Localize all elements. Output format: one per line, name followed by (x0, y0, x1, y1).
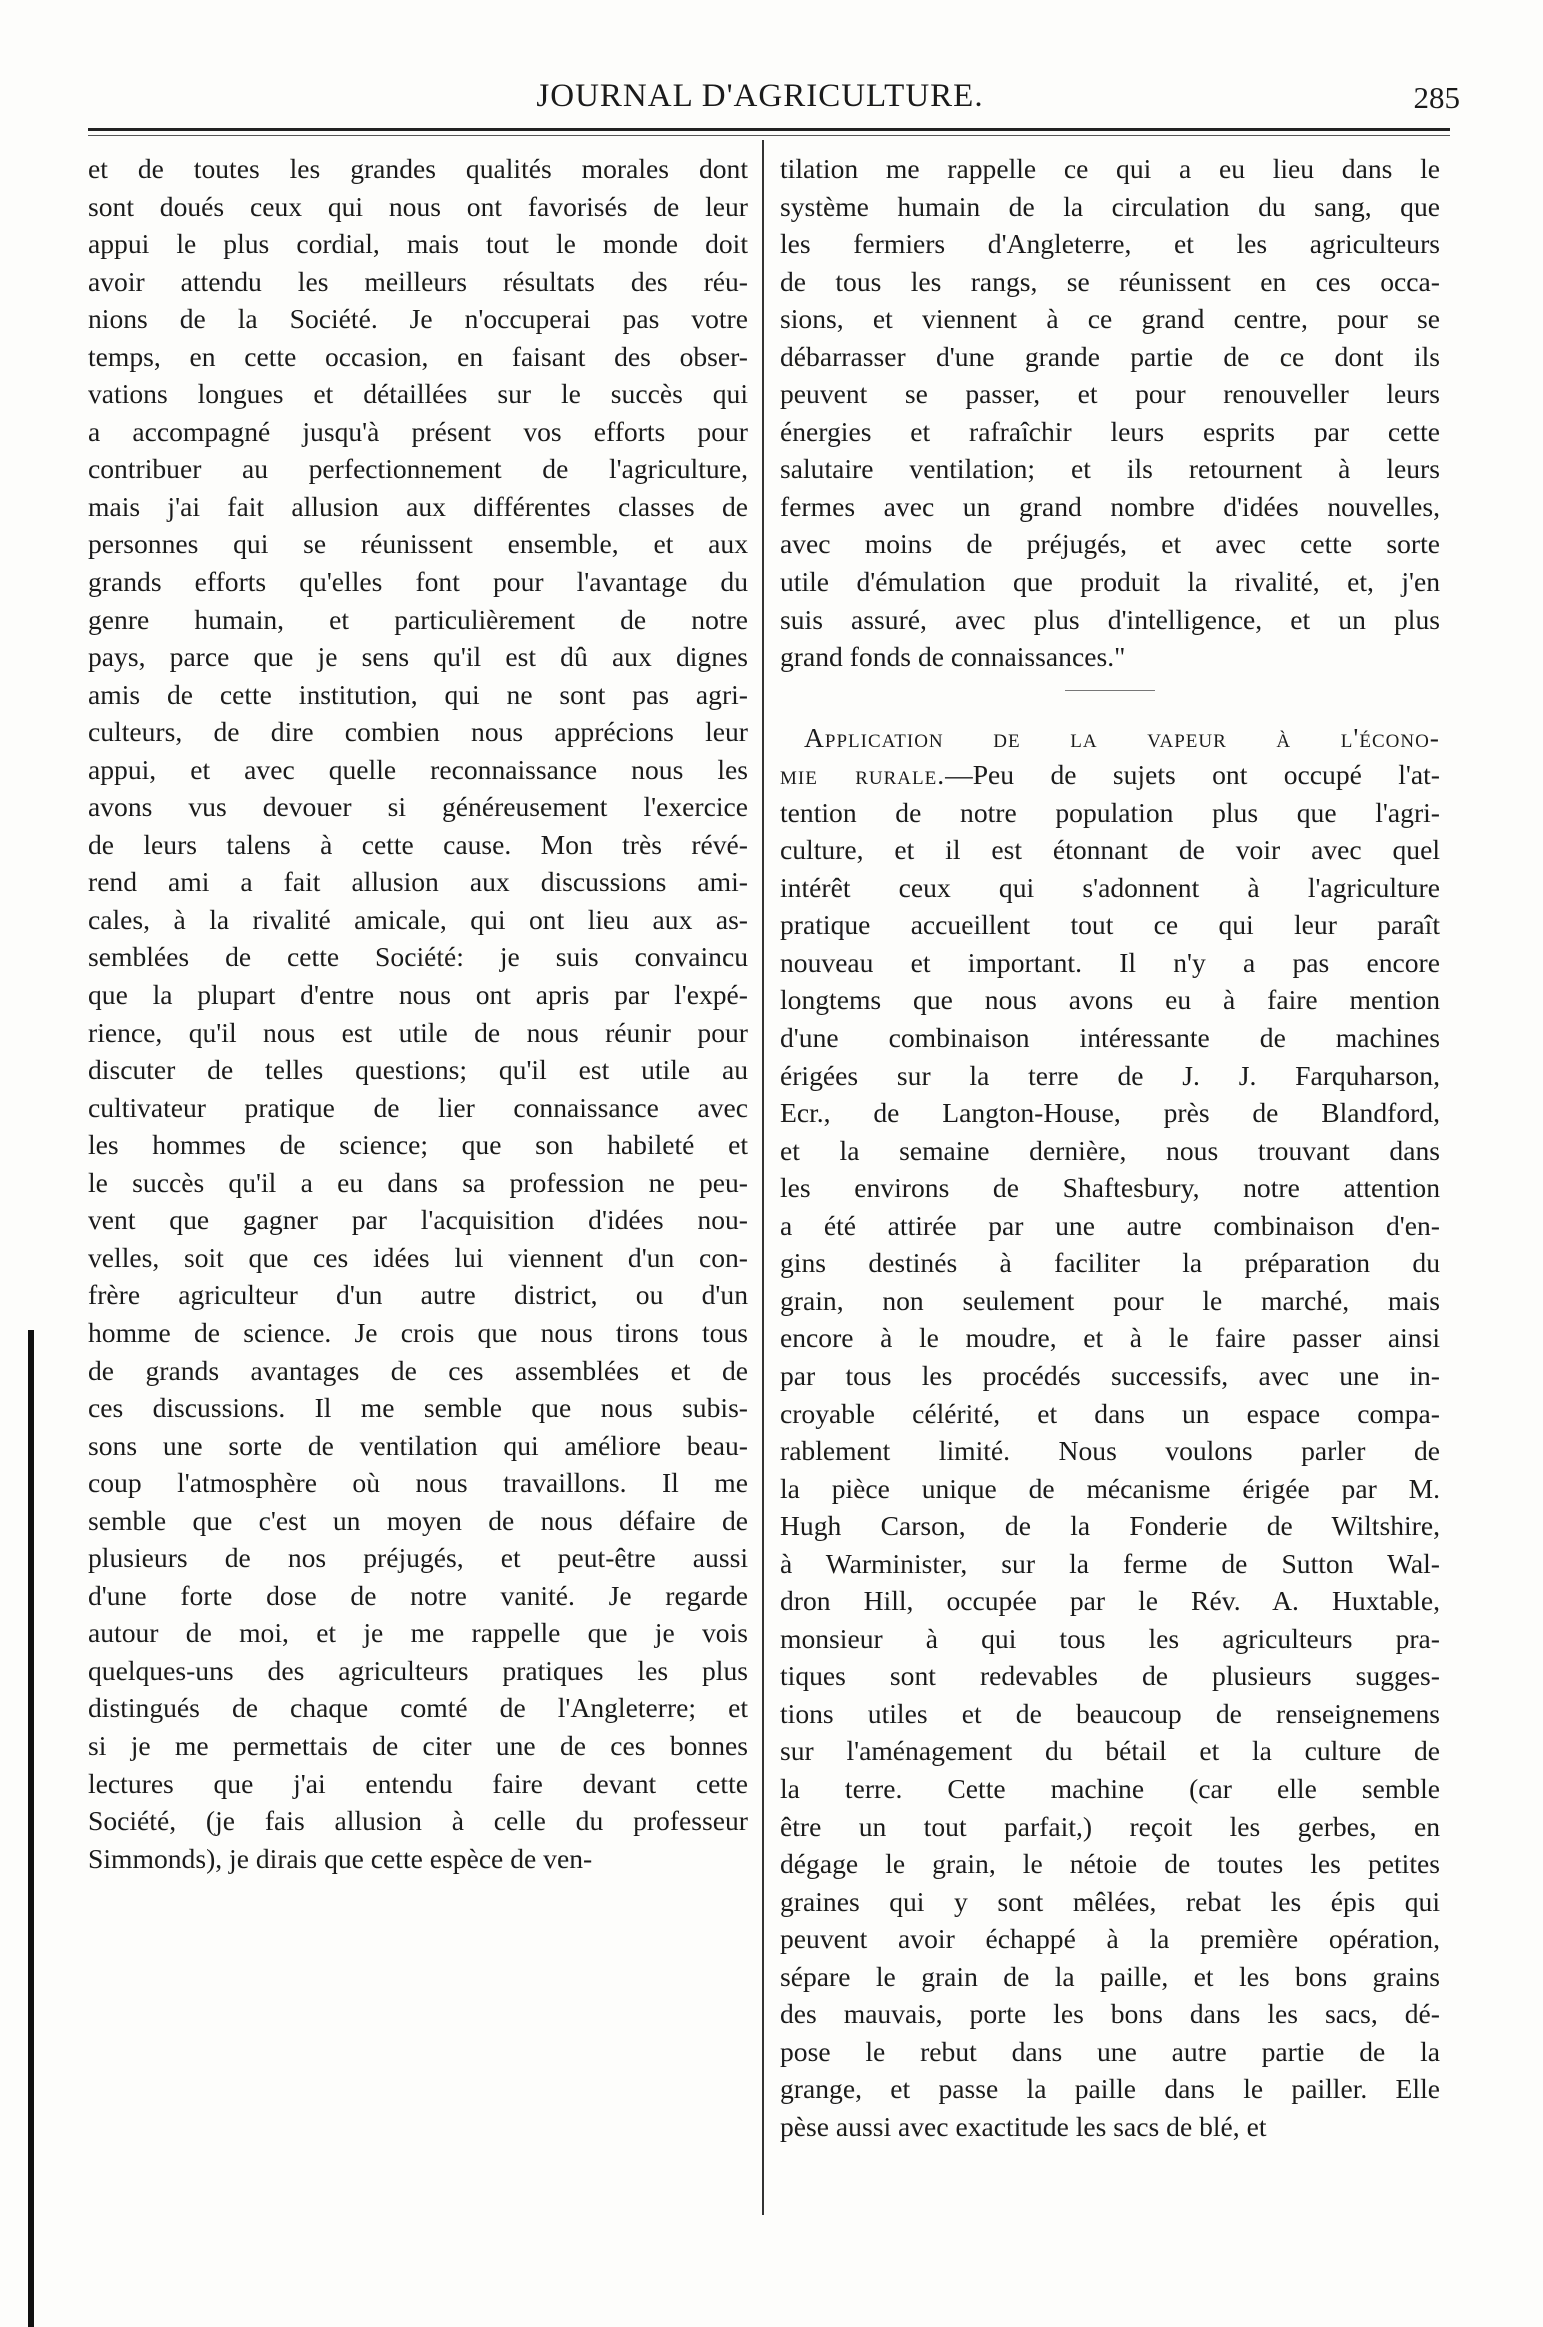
left-column-line: contribuer au perfectionnement de l'agriculture, (88, 453, 748, 485)
left-column-line: plusieurs de nos préjugés, et peut-être aussi (88, 1542, 748, 1574)
right-column-line: utile d'émulation que produit la rivalité, et, j'en (780, 566, 1440, 598)
left-column-line: d'une forte dose de notre vanité. Je regarde (88, 1579, 748, 1611)
article-body-line: à Warminister, sur la ferme de Sutton Wal- (780, 1547, 1440, 1579)
article-body-line: la pièce unique de mécanisme érigée par M. (780, 1472, 1440, 1504)
article-body-line: grange, et passe la paille dans le pailler. Elle (780, 2073, 1440, 2105)
article-body-line: d'une combinaison intéressante de machines (780, 1022, 1440, 1054)
article-body-line: érigées sur la terre de J. J. Farquharson, (780, 1059, 1440, 1091)
right-column-line: débarrasser d'une grande partie de ce dont ils (780, 340, 1440, 372)
left-column-line: Société, (je fais allusion à celle du professeur (88, 1805, 748, 1837)
section-separator (1065, 690, 1155, 691)
left-column-line: velles, soit que ces idées lui viennent d'un con- (88, 1241, 748, 1273)
running-title: JOURNAL D'AGRICULTURE. (536, 78, 984, 114)
left-column-line: sons une sorte de ventilation qui améliore beau- (88, 1429, 748, 1461)
article-body-line: tions utiles et de beaucoup de renseignemens (780, 1697, 1440, 1729)
page-header (60, 78, 1460, 128)
left-column-line: que la plupart d'entre nous ont apris par l'expé- (88, 979, 748, 1011)
left-column-line: rience, qu'il nous est utile de nous réunir pour (88, 1016, 748, 1048)
left-column-line: ces discussions. Il me semble que nous subis- (88, 1392, 748, 1424)
left-column-line: pays, parce que je sens qu'il est dû aux dignes (88, 641, 748, 673)
left-column-line: grands efforts qu'elles font pour l'avantage du (88, 566, 748, 598)
left-column-line: et de toutes les grandes qualités morales dont (88, 153, 748, 184)
right-column-line: fermes avec un grand nombre d'idées nouvelles, (780, 490, 1440, 522)
left-column-line: homme de science. Je crois que nous tirons tous (88, 1316, 748, 1348)
article-body-line: intérêt ceux qui s'adonnent à l'agriculture (780, 871, 1440, 903)
article-body-line: les environs de Shaftesbury, notre attention (780, 1172, 1440, 1204)
right-column-line: suis assuré, avec plus d'intelligence, et un plus (780, 603, 1440, 635)
left-column-line: sont doués ceux qui nous ont favorisés de leur (88, 190, 748, 222)
article-body-line: la terre. Cette machine (car elle semble (780, 1772, 1440, 1804)
left-column-line: cultivateur pratique de lier connaissance avec (88, 1091, 748, 1123)
article-body-line: graines qui y sont mêlées, rebat les épis qui (780, 1885, 1440, 1917)
left-column-line: culteurs, de dire combien nous apprécions leur (88, 716, 748, 748)
right-column-quote-end (780, 150, 1440, 676)
left-column-line: vent que gagner par l'acquisition d'idées nou- (88, 1204, 748, 1236)
article-body-line: dégage le grain, le nétoie de toutes les petites (780, 1848, 1440, 1880)
left-column-line: semble que c'est un moyen de nous défaire de (88, 1504, 748, 1536)
left-column-line: semblées de cette Société: je suis convaincu (88, 941, 748, 973)
article-body-line: des mauvais, porte les bons dans les sacs, dé- (780, 1998, 1440, 2030)
right-column-line: salutaire ventilation; et ils retournent à leurs (780, 453, 1440, 485)
left-column-line: temps, en cette occasion, en faisant des obser- (88, 340, 748, 372)
left-column-line: appui, et avec quelle reconnaissance nous les (88, 753, 748, 785)
right-column-line: peuvent se passer, et pour renouveller leurs (780, 378, 1440, 410)
article-heading-continued: mie rurale. (780, 759, 946, 791)
left-column-line: frère agriculteur d'un autre district, ou d'un (88, 1279, 748, 1311)
article-body-line: rablement limité. Nous voulons parler de (780, 1435, 1440, 1467)
page-number: 285 (1413, 80, 1460, 115)
right-column-line: système humain de la circulation du sang, que (780, 190, 1440, 222)
header-rule (88, 128, 1450, 131)
article-first-line (780, 756, 1440, 794)
article-body-line: longtems que nous avons eu à faire mention (780, 984, 1440, 1016)
left-column-line: les hommes de science; que son habileté et (88, 1129, 748, 1161)
article-body-line: tention de notre population plus que l'agri- (780, 796, 1440, 828)
article-body-line: grain, non seulement pour le marché, mais (780, 1284, 1440, 1316)
left-column-line: personnes qui se réunissent ensemble, et aux (88, 528, 748, 560)
left-column-line: de leurs talens à cette cause. Mon très révé- (88, 828, 748, 860)
article-body-line: nouveau et important. Il n'y a pas encore (780, 946, 1440, 978)
right-column (780, 150, 1440, 2145)
left-column-line: lectures que j'ai entendu faire devant cette (88, 1767, 748, 1799)
column-divider (762, 140, 764, 2215)
left-column-line: nions de la Société. Je n'occuperai pas votre (88, 303, 748, 335)
article-body-line: par tous les procédés successifs, avec une in- (780, 1359, 1440, 1391)
article-body-line: être un tout parfait,) reçoit les gerbes, en (780, 1810, 1440, 1842)
article-lead-text: —Peu de sujets ont occupé l'at- (945, 759, 1440, 791)
right-column-line: avec moins de préjugés, et avec cette sorte (780, 528, 1440, 560)
article-body-line: et la semaine dernière, nous trouvant dans (780, 1134, 1440, 1166)
left-column-line: avoir attendu les meilleurs résultats des réu- (88, 265, 748, 297)
article-body-line: culture, et il est étonnant de voir avec quel (780, 834, 1440, 866)
article-body-line: encore à le moudre, et à le faire passer ainsi (780, 1322, 1440, 1354)
left-column (88, 150, 748, 1877)
article-body-line: tiques sont redevables de plusieurs sugges- (780, 1660, 1440, 1692)
right-column-line: grand fonds de connaissances." (780, 641, 1126, 673)
left-column-line: genre humain, et particulièrement de notre (88, 603, 748, 635)
left-column-line: autour de moi, et je me rappelle que je vois (88, 1617, 748, 1649)
article-body-line: monsieur à qui tous les agriculteurs pra- (780, 1622, 1440, 1654)
article-body-line: croyable célérité, et dans un espace compa- (780, 1397, 1440, 1429)
left-column-line: mais j'ai fait allusion aux différentes classes de (88, 490, 748, 522)
right-column-line: tilation me rappelle ce qui a eu lieu dans le (780, 153, 1440, 184)
left-column-line: cales, à la rivalité amicale, qui ont lieu aux as- (88, 903, 748, 935)
article-heading: Application de la vapeur à l'écono- (804, 721, 1440, 753)
left-column-line: Simmonds), je dirais que cette espèce de ven- (88, 1842, 593, 1874)
left-column-line: quelques-uns des agriculteurs pratiques les plus (88, 1654, 748, 1686)
left-column-line: coup l'atmosphère où nous travaillons. Il me (88, 1467, 748, 1499)
right-column-line: énergies et rafraîchir leurs esprits par cette (780, 415, 1440, 447)
left-column-line: discuter de telles questions; qu'il est utile au (88, 1054, 748, 1086)
left-column-line: de grands avantages de ces assemblées et de (88, 1354, 748, 1386)
article-body-line: pèse aussi avec exactitude les sacs de blé, et (780, 2110, 1267, 2142)
article-steam-rural-economy (780, 719, 1440, 2146)
margin-mark (28, 1330, 34, 2327)
left-column-line: appui le plus cordial, mais tout le monde doit (88, 228, 748, 260)
left-column-line: amis de cette institution, qui ne sont pas agri- (88, 678, 748, 710)
left-column-line: si je me permettais de citer une de ces bonnes (88, 1729, 748, 1761)
right-column-line: sions, et viennent à ce grand centre, pour se (780, 303, 1440, 335)
right-column-line: de tous les rangs, se réunissent en ces occa- (780, 265, 1440, 297)
article-body-line: peuvent avoir échappé à la première opération, (780, 1923, 1440, 1955)
left-column-line: vations longues et détaillées sur le succès qui (88, 378, 748, 410)
article-body-line: Hugh Carson, de la Fonderie de Wiltshire, (780, 1510, 1440, 1542)
article-body-line: sépare le grain de la paille, et les bons grains (780, 1960, 1440, 1992)
left-column-line: rend ami a fait allusion aux discussions ami- (88, 866, 748, 898)
left-column-line: avons vus devouer si généreusement l'exercice (88, 791, 748, 823)
article-body-line: dron Hill, occupée par le Rév. A. Huxtable, (780, 1585, 1440, 1617)
article-body-line: Ecr., de Langton-House, près de Blandford, (780, 1097, 1440, 1129)
left-column-line: distingués de chaque comté de l'Angleterre; et (88, 1692, 748, 1724)
article-body-line: a été attirée par une autre combinaison d'en- (780, 1209, 1440, 1241)
left-column-line: a accompagné jusqu'à présent vos efforts pour (88, 415, 748, 447)
article-heading-line (780, 719, 1440, 757)
article-body-line: gins destinés à faciliter la préparation du (780, 1247, 1440, 1279)
article-body-line: pratique accueillent tout ce qui leur paraît (780, 909, 1440, 941)
left-column-line: le succès qu'il a eu dans sa profession ne peu- (88, 1166, 748, 1198)
right-column-line: les fermiers d'Angleterre, et les agriculteurs (780, 228, 1440, 260)
header-rule-thin (88, 135, 1450, 136)
article-body-line: sur l'aménagement du bétail et la culture de (780, 1735, 1440, 1767)
article-body-line: pose le rebut dans une autre partie de la (780, 2035, 1440, 2067)
article-body (780, 794, 1440, 2146)
